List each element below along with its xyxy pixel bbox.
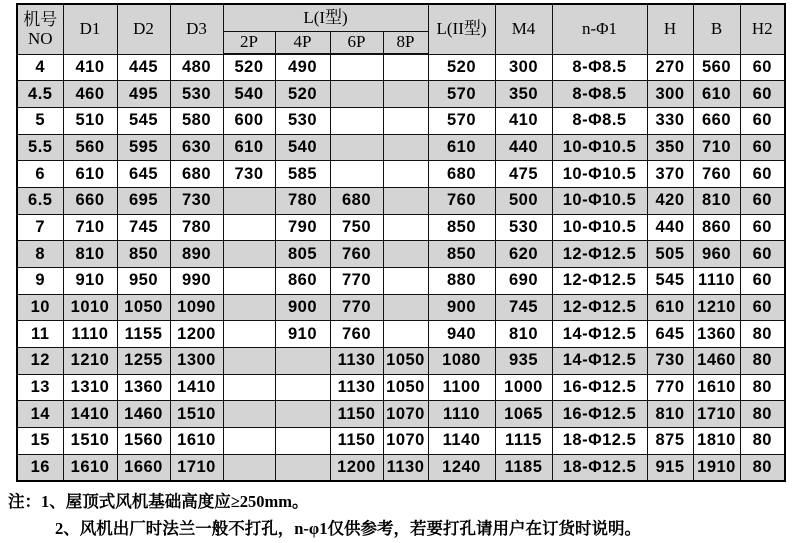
- table-cell: 560: [63, 134, 117, 161]
- table-cell: [383, 81, 428, 108]
- table-cell: 1460: [117, 401, 170, 428]
- table-row: [17, 241, 785, 268]
- table-cell: 1130: [330, 348, 383, 375]
- table-cell: 60: [740, 107, 785, 134]
- table-cell: 850: [428, 214, 495, 241]
- table-cell: [223, 187, 275, 214]
- table-cell: 370: [647, 161, 693, 188]
- table-cell: [223, 374, 275, 401]
- table-cell: 60: [740, 268, 785, 295]
- table-cell: 60: [740, 54, 785, 81]
- table-cell: 645: [117, 161, 170, 188]
- table-cell: 680: [330, 187, 383, 214]
- table-cell: 10-Φ10.5: [552, 187, 647, 214]
- table-cell: 810: [63, 241, 117, 268]
- table-row: [17, 454, 785, 481]
- table-cell: 530: [170, 81, 223, 108]
- table-cell: 680: [428, 161, 495, 188]
- table-cell: 1200: [170, 321, 223, 348]
- table-cell: 1155: [117, 321, 170, 348]
- table-row: [17, 294, 785, 321]
- header-machine-no-en: NO: [27, 29, 53, 49]
- table-cell: 350: [647, 134, 693, 161]
- footnote-2: 2、风机出厂时法兰一般不打孔，n-φ1仅供参考，若要打孔请用户在订货时说明。: [55, 519, 641, 538]
- table-cell: 12-Φ12.5: [552, 268, 647, 295]
- table-cell: 1010: [63, 294, 117, 321]
- table-row: [17, 107, 785, 134]
- table-cell: 990: [170, 268, 223, 295]
- table-cell: 1065: [495, 401, 552, 428]
- table-cell: 8-Φ8.5: [552, 54, 647, 81]
- table-cell: 10-Φ10.5: [552, 161, 647, 188]
- table-cell: 660: [63, 187, 117, 214]
- table-cell: 900: [428, 294, 495, 321]
- table-row: [17, 187, 785, 214]
- table-cell: 890: [170, 241, 223, 268]
- table-cell: 16-Φ12.5: [552, 374, 647, 401]
- table-cell: 1100: [428, 374, 495, 401]
- table-cell: 810: [495, 321, 552, 348]
- table-row: [17, 54, 785, 81]
- table-cell: 495: [117, 81, 170, 108]
- table-cell: 780: [275, 187, 330, 214]
- table-cell: 510: [63, 107, 117, 134]
- table-cell: 80: [740, 428, 785, 455]
- table-cell: [275, 428, 330, 455]
- table-cell: 770: [330, 268, 383, 295]
- table-cell: 850: [428, 241, 495, 268]
- table-cell: 1410: [170, 374, 223, 401]
- header-h: H: [647, 4, 693, 54]
- table-cell: 80: [740, 454, 785, 481]
- table-cell: [330, 107, 383, 134]
- table-cell: 520: [275, 81, 330, 108]
- table-cell: [275, 348, 330, 375]
- table-cell: 560: [693, 54, 740, 81]
- table-cell: 10-Φ10.5: [552, 214, 647, 241]
- table-cell: 1050: [383, 374, 428, 401]
- table-cell: 80: [740, 374, 785, 401]
- table-cell: 520: [428, 54, 495, 81]
- table-cell: 680: [170, 161, 223, 188]
- table-cell: 530: [275, 107, 330, 134]
- table-cell: 12: [17, 348, 63, 375]
- table-cell: 520: [223, 54, 275, 81]
- table-cell: 80: [740, 321, 785, 348]
- table-cell: 1150: [330, 401, 383, 428]
- table-cell: 490: [275, 54, 330, 81]
- table-cell: 18-Φ12.5: [552, 428, 647, 455]
- table-cell: 16-Φ12.5: [552, 401, 647, 428]
- table-cell: [383, 241, 428, 268]
- table-cell: 5: [17, 107, 63, 134]
- table-cell: 1300: [170, 348, 223, 375]
- table-cell: 760: [330, 321, 383, 348]
- table-cell: 60: [740, 214, 785, 241]
- table-cell: 620: [495, 241, 552, 268]
- header-n-phi1: n-Φ1: [552, 4, 647, 54]
- table-cell: 6: [17, 161, 63, 188]
- table-cell: 760: [693, 161, 740, 188]
- table-cell: 610: [223, 134, 275, 161]
- table-cell: [223, 321, 275, 348]
- header-d2: D2: [117, 4, 170, 54]
- table-cell: 875: [647, 428, 693, 455]
- table-cell: 1110: [693, 268, 740, 295]
- table-cell: 610: [647, 294, 693, 321]
- table-cell: 1150: [330, 428, 383, 455]
- table-row: [17, 161, 785, 188]
- table-cell: [330, 81, 383, 108]
- table-cell: 13: [17, 374, 63, 401]
- table-cell: 350: [495, 81, 552, 108]
- table-cell: [330, 54, 383, 81]
- table-cell: [383, 294, 428, 321]
- table-cell: 810: [693, 187, 740, 214]
- table-cell: 18-Φ12.5: [552, 454, 647, 481]
- table-cell: 1710: [693, 401, 740, 428]
- table-cell: 780: [170, 214, 223, 241]
- table-cell: 12-Φ12.5: [552, 241, 647, 268]
- table-cell: 645: [647, 321, 693, 348]
- table-cell: 540: [275, 134, 330, 161]
- table-cell: 730: [223, 161, 275, 188]
- table-cell: [223, 268, 275, 295]
- table-cell: [223, 454, 275, 481]
- table-cell: 760: [330, 241, 383, 268]
- table-cell: 270: [647, 54, 693, 81]
- table-cell: 760: [428, 187, 495, 214]
- header-l-type-i: L(I型): [223, 4, 428, 31]
- table-cell: 1910: [693, 454, 740, 481]
- table-cell: 910: [63, 268, 117, 295]
- table-cell: 730: [170, 187, 223, 214]
- table-cell: 1240: [428, 454, 495, 481]
- footnote-1: 注：1、屋顶式风机基础高度应≥250mm。: [8, 492, 309, 511]
- table-cell: 505: [647, 241, 693, 268]
- table-cell: [223, 241, 275, 268]
- table-cell: 11: [17, 321, 63, 348]
- table-cell: 1410: [63, 401, 117, 428]
- table-cell: 570: [428, 107, 495, 134]
- table-cell: 540: [223, 81, 275, 108]
- table-cell: 60: [740, 161, 785, 188]
- table-cell: 570: [428, 81, 495, 108]
- table-cell: 585: [275, 161, 330, 188]
- header-d1: D1: [63, 4, 117, 54]
- table-cell: [383, 321, 428, 348]
- table-cell: 1255: [117, 348, 170, 375]
- table-cell: 530: [495, 214, 552, 241]
- table-row: [17, 348, 785, 375]
- header-l-type-ii: L(II型): [428, 4, 495, 54]
- table-cell: 60: [740, 294, 785, 321]
- header-h2: H2: [740, 4, 785, 54]
- table-cell: 1710: [170, 454, 223, 481]
- header-pole-6p: 6P: [330, 31, 383, 54]
- table-cell: 940: [428, 321, 495, 348]
- table-cell: 610: [63, 161, 117, 188]
- table-cell: 710: [693, 134, 740, 161]
- table-cell: 60: [740, 241, 785, 268]
- table-cell: [223, 214, 275, 241]
- table-cell: [383, 54, 428, 81]
- table-cell: 850: [117, 241, 170, 268]
- header-pole-2p: 2P: [223, 31, 275, 54]
- table-cell: 8: [17, 241, 63, 268]
- table-cell: 420: [647, 187, 693, 214]
- table-cell: 300: [647, 81, 693, 108]
- table-cell: 790: [275, 214, 330, 241]
- table-cell: 710: [63, 214, 117, 241]
- table-cell: [383, 134, 428, 161]
- table-cell: 1610: [693, 374, 740, 401]
- table-cell: 10: [17, 294, 63, 321]
- table-cell: 6.5: [17, 187, 63, 214]
- table-row: [17, 428, 785, 455]
- header-pole-4p: 4P: [275, 31, 330, 54]
- table-cell: 1610: [170, 428, 223, 455]
- table-cell: 410: [63, 54, 117, 81]
- table-cell: 1070: [383, 428, 428, 455]
- table-cell: 610: [693, 81, 740, 108]
- table-row: [17, 81, 785, 108]
- table-cell: 1660: [117, 454, 170, 481]
- table-cell: 1360: [693, 321, 740, 348]
- table-cell: [275, 401, 330, 428]
- header-machine-no-cn: 机号: [23, 9, 58, 29]
- table-cell: 1200: [330, 454, 383, 481]
- table-cell: 1510: [170, 401, 223, 428]
- table-cell: 1130: [383, 454, 428, 481]
- table-cell: 745: [495, 294, 552, 321]
- table-cell: 1090: [170, 294, 223, 321]
- table-cell: 80: [740, 348, 785, 375]
- table-body: [17, 54, 785, 481]
- table-header: [17, 4, 785, 54]
- table-cell: 330: [647, 107, 693, 134]
- table-cell: [275, 454, 330, 481]
- table-cell: 410: [495, 107, 552, 134]
- table-cell: 695: [117, 187, 170, 214]
- table-cell: [330, 161, 383, 188]
- table-row: [17, 374, 785, 401]
- table-cell: 1560: [117, 428, 170, 455]
- table-cell: 1115: [495, 428, 552, 455]
- table-cell: 1140: [428, 428, 495, 455]
- table-cell: 14-Φ12.5: [552, 321, 647, 348]
- table-cell: 1050: [117, 294, 170, 321]
- table-cell: 440: [647, 214, 693, 241]
- table-cell: 580: [170, 107, 223, 134]
- table-cell: 440: [495, 134, 552, 161]
- table-cell: 460: [63, 81, 117, 108]
- table-cell: 16: [17, 454, 63, 481]
- table-cell: 14-Φ12.5: [552, 348, 647, 375]
- table-cell: 475: [495, 161, 552, 188]
- header-b: B: [693, 4, 740, 54]
- table-cell: 9: [17, 268, 63, 295]
- table-cell: 1210: [693, 294, 740, 321]
- table-cell: 805: [275, 241, 330, 268]
- table-cell: 15: [17, 428, 63, 455]
- header-d3: D3: [170, 4, 223, 54]
- table-cell: [223, 294, 275, 321]
- table-cell: 810: [647, 401, 693, 428]
- table-cell: 660: [693, 107, 740, 134]
- table-cell: 1310: [63, 374, 117, 401]
- table-cell: 8-Φ8.5: [552, 107, 647, 134]
- header-m4: M4: [495, 4, 552, 54]
- table-cell: 1110: [63, 321, 117, 348]
- table-cell: 545: [117, 107, 170, 134]
- table-cell: [383, 214, 428, 241]
- table-cell: 1810: [693, 428, 740, 455]
- table-cell: 730: [647, 348, 693, 375]
- table-cell: 500: [495, 187, 552, 214]
- table-cell: 750: [330, 214, 383, 241]
- table-cell: 1210: [63, 348, 117, 375]
- table-cell: 950: [117, 268, 170, 295]
- table-row: [17, 321, 785, 348]
- table-cell: 1080: [428, 348, 495, 375]
- table-cell: 630: [170, 134, 223, 161]
- table-cell: 10-Φ10.5: [552, 134, 647, 161]
- table-cell: 1610: [63, 454, 117, 481]
- table-cell: 1000: [495, 374, 552, 401]
- table-cell: 1460: [693, 348, 740, 375]
- table-cell: 60: [740, 187, 785, 214]
- table-row: [17, 214, 785, 241]
- table-cell: 860: [275, 268, 330, 295]
- table-cell: 5.5: [17, 134, 63, 161]
- table-cell: [383, 161, 428, 188]
- table-cell: 600: [223, 107, 275, 134]
- table-cell: [223, 401, 275, 428]
- table-cell: [275, 374, 330, 401]
- table-cell: [383, 107, 428, 134]
- header-machine-no: [17, 4, 63, 54]
- table-cell: 770: [647, 374, 693, 401]
- table-cell: 1050: [383, 348, 428, 375]
- table-cell: 1070: [383, 401, 428, 428]
- table-row: [17, 268, 785, 295]
- table-cell: [383, 268, 428, 295]
- header-pole-8p: 8P: [383, 31, 428, 54]
- table-cell: 910: [275, 321, 330, 348]
- table-cell: 60: [740, 81, 785, 108]
- table-cell: 14: [17, 401, 63, 428]
- table-cell: 300: [495, 54, 552, 81]
- table-cell: 8-Φ8.5: [552, 81, 647, 108]
- table-cell: 12-Φ12.5: [552, 294, 647, 321]
- table-cell: 1360: [117, 374, 170, 401]
- table-cell: 860: [693, 214, 740, 241]
- table-cell: 610: [428, 134, 495, 161]
- table-cell: [330, 134, 383, 161]
- table-cell: 690: [495, 268, 552, 295]
- table-cell: [223, 428, 275, 455]
- fan-spec-table: [16, 3, 786, 482]
- table-cell: 1130: [330, 374, 383, 401]
- table-cell: 7: [17, 214, 63, 241]
- table-cell: 595: [117, 134, 170, 161]
- table-cell: 4.5: [17, 81, 63, 108]
- table-cell: 545: [647, 268, 693, 295]
- table-cell: 445: [117, 54, 170, 81]
- table-cell: 1510: [63, 428, 117, 455]
- table-cell: 60: [740, 134, 785, 161]
- table-row: [17, 401, 785, 428]
- footnotes: [8, 488, 792, 542]
- header-row-top: [17, 4, 785, 31]
- table-cell: 935: [495, 348, 552, 375]
- table-cell: [223, 348, 275, 375]
- table-cell: 80: [740, 401, 785, 428]
- table-cell: 900: [275, 294, 330, 321]
- table-cell: 880: [428, 268, 495, 295]
- table-cell: 1185: [495, 454, 552, 481]
- table-cell: 745: [117, 214, 170, 241]
- table-cell: 1110: [428, 401, 495, 428]
- table-cell: 4: [17, 54, 63, 81]
- table-cell: 770: [330, 294, 383, 321]
- table-row: [17, 134, 785, 161]
- table-cell: 915: [647, 454, 693, 481]
- table-cell: 960: [693, 241, 740, 268]
- table-cell: [383, 187, 428, 214]
- table-cell: 480: [170, 54, 223, 81]
